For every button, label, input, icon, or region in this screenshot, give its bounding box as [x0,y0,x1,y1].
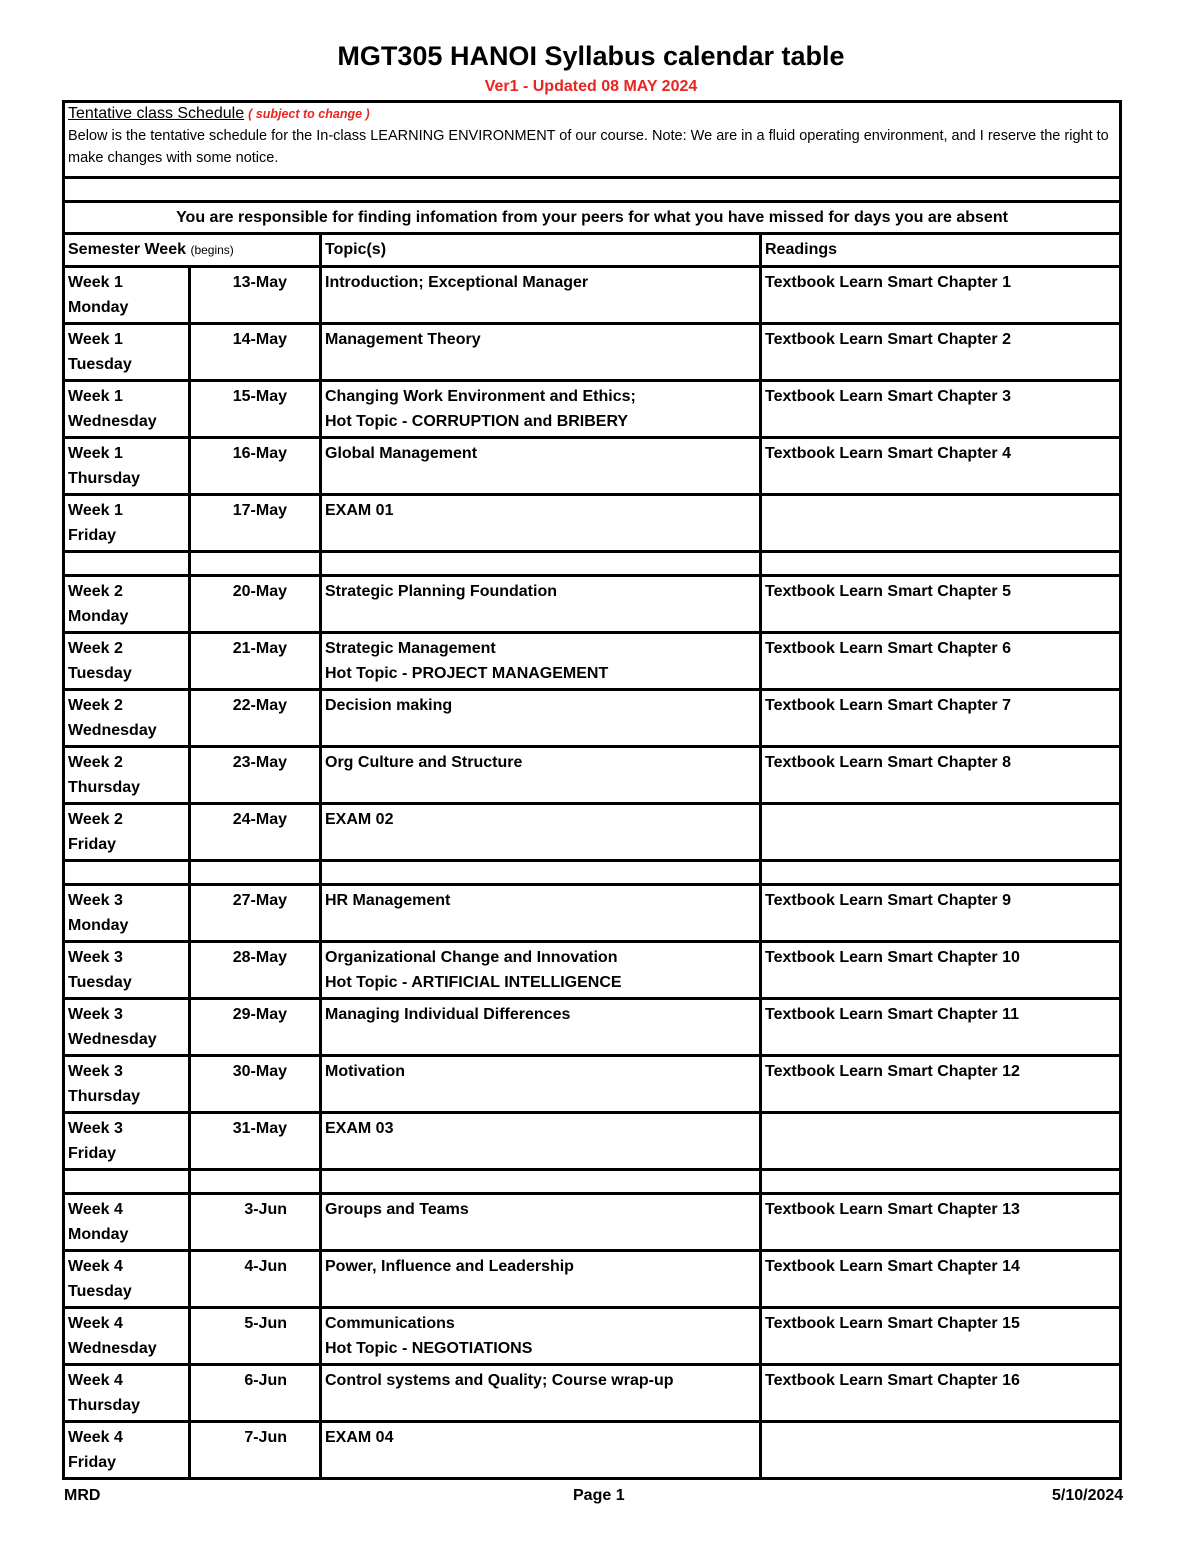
week-day-cell [64,1113,190,1170]
week-label: Week 1 [68,388,123,405]
topic-text: EXAM 04 [325,1429,394,1446]
topic-text: Management Theory [325,331,481,348]
version-subtitle: Ver1 - Updated 08 MAY 2024 [484,78,698,95]
week-day-cell [64,690,190,747]
topic-text: Strategic Management [325,640,496,657]
reading-cell: Textbook Learn Smart Chapter 12 [761,1056,1121,1113]
day-label: Thursday [68,1088,141,1105]
topic-cell [321,804,761,861]
reading-cell [761,495,1121,552]
date-cell: 7-Jun [190,1422,321,1479]
date-cell: 29-May [190,999,321,1056]
intro-cell [64,102,1121,178]
empty-cell [190,861,321,885]
day-label: Monday [68,1226,129,1243]
schedule-row [64,1365,1121,1422]
day-label: Friday [68,1454,117,1471]
subject-to-change-note: ( subject to change ) [248,107,370,121]
topic-text: Org Culture and Structure [325,754,523,771]
week-day-cell [64,381,190,438]
hot-topic-text: Hot Topic - PROJECT MANAGEMENT [325,665,609,682]
reading-cell: Textbook Learn Smart Chapter 8 [761,747,1121,804]
topic-cell [321,1308,761,1365]
topic-text: Control systems and Quality; Course wrap-up [325,1372,674,1389]
footer-author: MRD [64,1487,101,1504]
empty-cell [321,552,761,576]
schedule-row [64,999,1121,1056]
schedule-row [64,381,1121,438]
topic-cell [321,324,761,381]
date-cell: 15-May [190,381,321,438]
week-label: Week 4 [68,1315,123,1332]
reading-cell [761,804,1121,861]
week-label: Week 2 [68,583,123,600]
reading-cell: Textbook Learn Smart Chapter 5 [761,576,1121,633]
topic-cell [321,1365,761,1422]
empty-cell [761,552,1121,576]
day-label: Thursday [68,1397,141,1414]
hot-topic-text: Hot Topic - NEGOTIATIONS [325,1340,533,1357]
day-label: Tuesday [68,974,132,991]
week-label: Week 1 [68,274,123,291]
date-cell: 28-May [190,942,321,999]
date-cell: 21-May [190,633,321,690]
reading-cell: Textbook Learn Smart Chapter 4 [761,438,1121,495]
day-label: Thursday [68,779,141,796]
week-label: Week 3 [68,1063,123,1080]
topic-text: Strategic Planning Foundation [325,583,557,600]
reading-cell: Textbook Learn Smart Chapter 15 [761,1308,1121,1365]
reading-cell [761,1422,1121,1479]
day-label: Monday [68,917,129,934]
day-label: Monday [68,299,129,316]
day-label: Friday [68,1145,117,1162]
header-week-note: (begins) [190,243,234,257]
reading-cell: Textbook Learn Smart Chapter 6 [761,633,1121,690]
week-day-cell [64,1365,190,1422]
schedule-row [64,1113,1121,1170]
day-label: Friday [68,527,117,544]
topic-cell [321,495,761,552]
week-day-cell [64,942,190,999]
schedule-row [64,885,1121,942]
hot-topic-text: Hot Topic - CORRUPTION and BRIBERY [325,413,629,430]
week-separator-row [64,861,1121,885]
week-separator-row [64,552,1121,576]
date-cell: 24-May [190,804,321,861]
empty-cell [761,861,1121,885]
topic-text: Managing Individual Differences [325,1006,571,1023]
week-day-cell [64,885,190,942]
reading-cell: Textbook Learn Smart Chapter 7 [761,690,1121,747]
topic-text: EXAM 01 [325,502,394,519]
topic-text: Global Management [325,445,478,462]
week-day-cell [64,267,190,324]
topic-text: Power, Influence and Leadership [325,1258,574,1275]
topic-cell [321,1194,761,1251]
week-day-cell [64,324,190,381]
schedule-row [64,438,1121,495]
day-label: Monday [68,608,129,625]
topic-text: EXAM 02 [325,811,394,828]
footer-page-number: Page 1 [573,1487,625,1504]
date-cell: 20-May [190,576,321,633]
week-day-cell [64,495,190,552]
topic-text: Groups and Teams [325,1201,469,1218]
date-cell: 17-May [190,495,321,552]
topic-cell [321,1056,761,1113]
empty-cell [64,552,190,576]
schedule-heading: Tentative class Schedule [68,105,245,122]
topic-cell [321,381,761,438]
week-label: Week 3 [68,892,123,909]
spacer-row [64,178,1121,202]
week-label: Week 1 [68,331,123,348]
schedule-row [64,1308,1121,1365]
topic-cell [321,885,761,942]
topic-cell [321,747,761,804]
reading-cell: Textbook Learn Smart Chapter 13 [761,1194,1121,1251]
week-label: Week 4 [68,1429,123,1446]
empty-cell [190,552,321,576]
week-day-cell [64,747,190,804]
week-day-cell [64,576,190,633]
date-cell: 4-Jun [190,1251,321,1308]
empty-cell [64,861,190,885]
schedule-row [64,633,1121,690]
topic-text: HR Management [325,892,451,909]
intro-text: Below is the tentative schedule for the In-class LEARNING ENVIRONMENT of our course. Note: We are in a fluid operating environment, and I reserve the right to make changes with some notice. [68,128,1109,166]
date-cell: 14-May [190,324,321,381]
week-day-cell [64,633,190,690]
week-label: Week 2 [68,697,123,714]
schedule-row [64,804,1121,861]
reading-cell: Textbook Learn Smart Chapter 10 [761,942,1121,999]
header-readings: Readings [761,234,1121,267]
date-cell: 3-Jun [190,1194,321,1251]
intro-row [64,102,1121,178]
topic-text: Organizational Change and Innovation [325,949,618,966]
date-cell: 23-May [190,747,321,804]
week-label: Week 2 [68,811,123,828]
spacer-cell [64,178,1121,202]
schedule-row [64,576,1121,633]
schedule-row [64,1251,1121,1308]
topic-cell [321,942,761,999]
week-label: Week 4 [68,1258,123,1275]
day-label: Tuesday [68,356,132,373]
header-semester-week [64,234,321,267]
week-label: Week 4 [68,1201,123,1218]
reading-cell: Textbook Learn Smart Chapter 9 [761,885,1121,942]
week-day-cell [64,1308,190,1365]
schedule-row [64,747,1121,804]
header-row [64,234,1121,267]
schedule-row [64,1422,1121,1479]
topic-text: Decision making [325,697,453,714]
reading-cell: Textbook Learn Smart Chapter 2 [761,324,1121,381]
page-title: MGT305 HANOI Syllabus calendar table [337,41,845,71]
date-cell: 5-Jun [190,1308,321,1365]
week-label: Week 2 [68,640,123,657]
topic-text: Introduction; Exceptional Manager [325,274,589,291]
day-label: Tuesday [68,665,132,682]
schedule-row [64,1194,1121,1251]
day-label: Tuesday [68,1283,132,1300]
schedule-row [64,942,1121,999]
topic-text: Motivation [325,1063,405,1080]
topic-cell [321,267,761,324]
absence-notice: You are responsible for finding infomation from your peers for what you have missed for days you are absent [64,202,1121,234]
schedule-row [64,324,1121,381]
topic-cell [321,1422,761,1479]
empty-cell [190,1170,321,1194]
week-label: Week 2 [68,754,123,771]
reading-cell: Textbook Learn Smart Chapter 16 [761,1365,1121,1422]
week-label: Week 3 [68,949,123,966]
week-label: Week 4 [68,1372,123,1389]
week-day-cell [64,1194,190,1251]
header-topics: Topic(s) [321,234,761,267]
empty-cell [321,1170,761,1194]
schedule-row [64,495,1121,552]
day-label: Wednesday [68,722,157,739]
day-label: Thursday [68,470,141,487]
footer-date: 5/10/2024 [1052,1487,1124,1504]
week-day-cell [64,1056,190,1113]
notice-row [64,202,1121,234]
week-day-cell [64,999,190,1056]
topic-cell [321,438,761,495]
schedule-row [64,690,1121,747]
topic-cell [321,1113,761,1170]
date-cell: 13-May [190,267,321,324]
week-day-cell [64,1422,190,1479]
topic-cell [321,1251,761,1308]
reading-cell: Textbook Learn Smart Chapter 3 [761,381,1121,438]
date-cell: 6-Jun [190,1365,321,1422]
hot-topic-text: Hot Topic - ARTIFICIAL INTELLIGENCE [325,974,622,991]
date-cell: 16-May [190,438,321,495]
week-label: Week 1 [68,502,123,519]
empty-cell [321,861,761,885]
week-day-cell [64,438,190,495]
day-label: Wednesday [68,1031,157,1048]
empty-cell [761,1170,1121,1194]
topic-cell [321,690,761,747]
day-label: Wednesday [68,413,157,430]
week-label: Week 3 [68,1006,123,1023]
week-day-cell [64,804,190,861]
topic-text: Changing Work Environment and Ethics; [325,388,636,405]
date-cell: 31-May [190,1113,321,1170]
schedule-table [62,100,1122,1480]
reading-cell: Textbook Learn Smart Chapter 1 [761,267,1121,324]
schedule-row [64,1056,1121,1113]
empty-cell [64,1170,190,1194]
topic-text: EXAM 03 [325,1120,394,1137]
reading-cell [761,1113,1121,1170]
week-label: Week 3 [68,1120,123,1137]
week-day-cell [64,1251,190,1308]
day-label: Wednesday [68,1340,157,1357]
date-cell: 22-May [190,690,321,747]
topic-cell [321,633,761,690]
date-cell: 27-May [190,885,321,942]
reading-cell: Textbook Learn Smart Chapter 14 [761,1251,1121,1308]
topic-cell [321,999,761,1056]
week-separator-row [64,1170,1121,1194]
week-label: Week 1 [68,445,123,462]
schedule-row [64,267,1121,324]
date-cell: 30-May [190,1056,321,1113]
day-label: Friday [68,836,117,853]
header-week-label: Semester Week [68,241,186,258]
topic-text: Communications [325,1315,455,1332]
reading-cell: Textbook Learn Smart Chapter 11 [761,999,1121,1056]
topic-cell [321,576,761,633]
